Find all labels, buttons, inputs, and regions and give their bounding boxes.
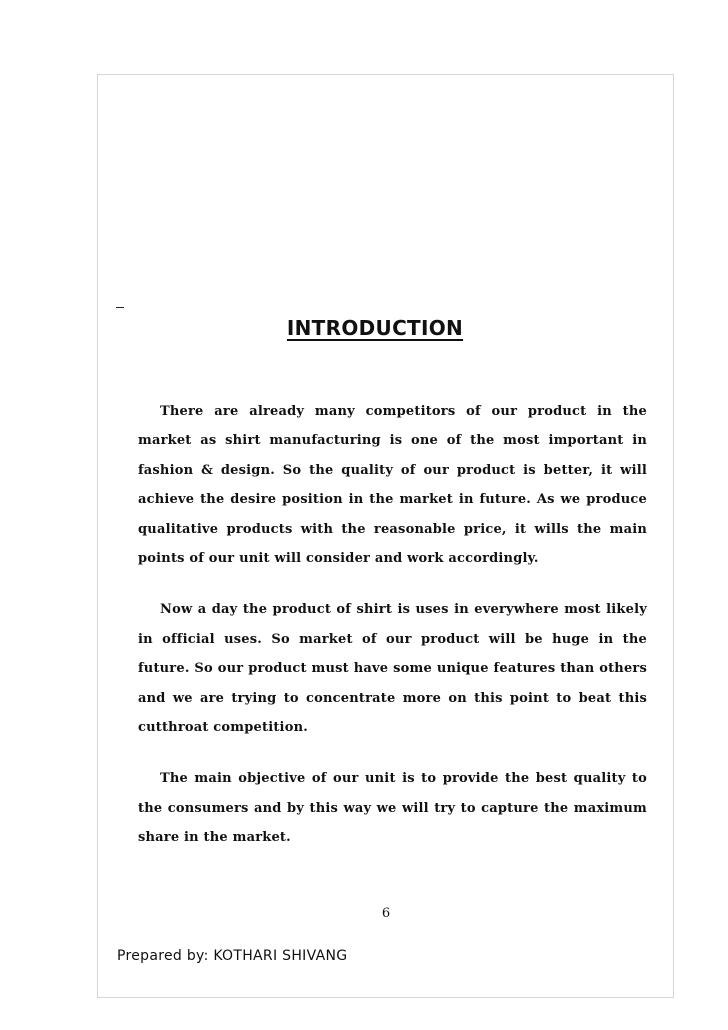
footer-prepared-by: Prepared by: KOTHARI SHIVANG — [117, 948, 348, 964]
stray-mark — [116, 307, 124, 308]
body-text — [138, 397, 647, 875]
paragraph-3: The main objective of our unit is to provide the best quality to the consumers and by this way we will try to capture the maximum share in the market. — [138, 771, 647, 846]
page-number: 6 — [381, 906, 391, 921]
paragraph-1: There are already many competitors of our product in the market as shirt manufacturing is one of the most important in fashion & design. So the quality of our product is better, it will achieve the desire position in the market in future. As we produce qualitative products with the reasonable price, it wills the main points of our unit will consider and work accordingly. — [138, 404, 647, 567]
page-title — [0, 316, 728, 340]
page-title-text: INTRODUCTION — [286, 316, 464, 340]
paragraph-2: Now a day the product of shirt is uses in everywhere most likely in official uses. So market of our product will be huge in the future. So our product must have some unique features than others and we are trying to concentrate more on this point to beat this cutthroat competition. — [138, 602, 647, 736]
